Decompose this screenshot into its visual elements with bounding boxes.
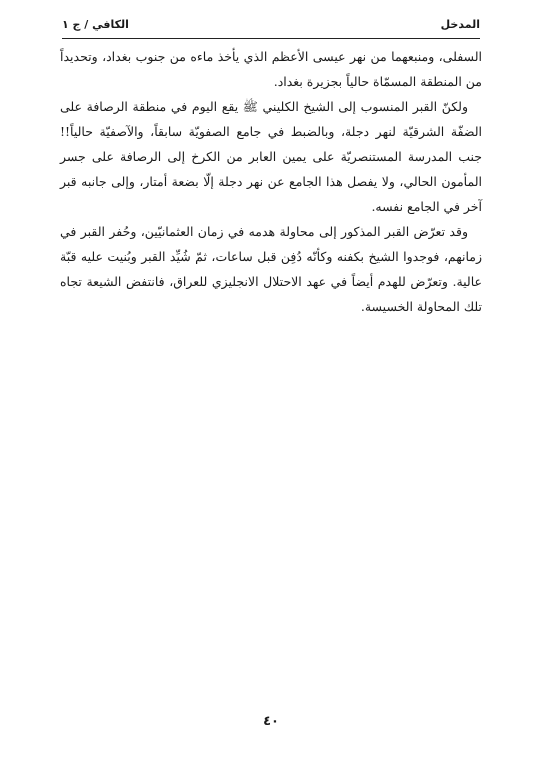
header-rule (62, 38, 480, 39)
body-text (60, 44, 482, 319)
page-number: ٤٠ (263, 714, 279, 729)
paragraph: وقد تعرّض القبر المذكور إلى محاولة هدمه في زمان العثمانيّين، وحُفر القبر في زمانهم، فوجدوا الشيخ بكفنه وكأنّه دُفِن قبل ساعات، ثمّ شُيِّد القبر وبُنيت عليه قبّة عالية. وتعرّض للهدم أيضاً في عهد الاحتلال الانجليزي للعراق، فانتفض الشيعة تجاه تلك المحاولة الخسيسة. (60, 224, 482, 314)
book-title: الكافي / ج ١ (62, 18, 129, 31)
paragraph: ولكنّ القبر المنسوب إلى الشيخ الكليني ﷺ يقع اليوم في منطقة الرصافة على الضفّة الشرقيّة لنهر دجلة، وبالضبط في جامع الصفويّة سابقاً، والآصفيّة حالياً!! جنب المدرسة المستنصريّة على يمين العابر من الكرخ إلى الرصافة على جسر المأمون الحالي، ولا يفصل هذا الجامع عن نهر دجلة إلّا بضعة أمتار، وإلى جانبه قبر آخر في الجامع نفسه. (60, 99, 482, 214)
section-title: المدخل (440, 18, 480, 31)
running-header (62, 18, 480, 36)
paragraph: السفلى، ومنبعهما من نهر عيسى الأعظم الذي يأخذ ماءه من جنوب بغداد، وتحديداً من المنطقة المسمّاة حالياً بجزيرة بغداد. (60, 49, 482, 89)
